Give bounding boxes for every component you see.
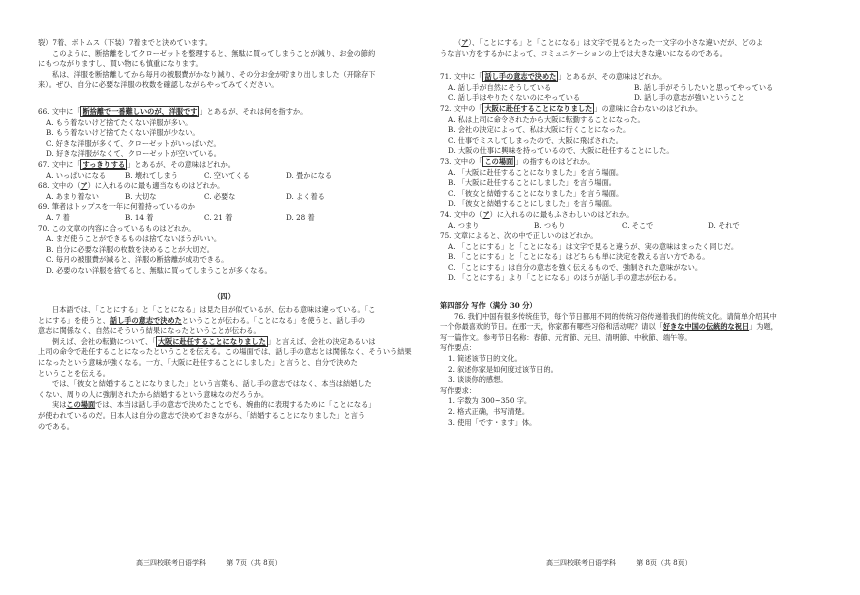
option: B. 「大阪に赴任することにしました」を言う場面。 xyxy=(448,178,616,188)
passage-line: （ア）、「ことにする」と「ことになる」は文字で見るとたった一文字の小さな違いだが、どのよ xyxy=(454,38,764,47)
option: B. つもり xyxy=(534,220,566,230)
option: A. まだ使うことができるものは捨てないほうがいい。 xyxy=(46,234,222,244)
passage-line: 意志に関係なく、自然にそういう結果になったということが伝わる。 xyxy=(38,326,261,336)
option: D. 「彼女と結婚することにしました」を言う場面。 xyxy=(448,199,617,209)
intro-line: 来）。ぜひ、自分に必要な洋服の枚数を確認しながらやってみてください。 xyxy=(38,80,279,90)
option: C. 仕事でミスしてしまったので、大阪に飛ばされた。 xyxy=(448,135,623,145)
intro-line: にもつながりますし、買い物にも慎重になります。 xyxy=(38,59,203,69)
writing-req: 3. 使用「です・ます」体。 xyxy=(448,417,537,427)
options-row xyxy=(38,192,410,203)
question-71: 71. 文中に「 話し手の意志で決めた 」とあるが、その意味はどれか。 xyxy=(440,72,667,82)
option: D. 好きな洋服がなくて、クローゼットが空いている。 xyxy=(46,149,221,159)
question-67: 67. 文中に「 すっきりする 」とあるが、その意味はどれか。 xyxy=(38,159,235,169)
question-keyword: ア xyxy=(80,181,88,191)
option: C. 必要な xyxy=(204,191,236,201)
option: B. 自分に必要な洋服の枚数を決めることが大切だ。 xyxy=(46,244,214,254)
option: C. 「彼女と結婚することになりました」を言う場面。 xyxy=(448,188,624,198)
writing-prompt-line: 写一篇作文。参考节日名称：春節、元宵節、元旦、清明節、中秋節、端午等。 xyxy=(440,332,692,342)
question-73: 73. 文中の「 この場面 」の指すものはどれか。 xyxy=(440,156,595,166)
passage-line: が使われているのだ。日本人は自分の意志で決めておきながら、「結婚することになりました」と言う xyxy=(38,411,366,420)
options-row xyxy=(38,171,410,182)
question-keyword: すっきりする xyxy=(82,159,126,169)
option: B. 会社の決定によって、私は大阪に行くことになった。 xyxy=(448,125,631,135)
option: C. 21 着 xyxy=(204,212,233,222)
option: D. 大阪の仕事に興味を持っているので、大阪に赴任することにした。 xyxy=(448,146,674,156)
passage-keyword: 大阪に赴任することになりました xyxy=(157,336,266,346)
option: D. 畳かになる xyxy=(286,170,333,180)
writing-point: 3. 谈谈你的感想。 xyxy=(448,375,508,385)
page-footer-left xyxy=(136,558,300,569)
passage-keyword: この場面 xyxy=(66,400,96,410)
option: B. 壊れてしまう xyxy=(125,170,178,180)
option: C. そこで xyxy=(622,220,654,230)
section-heading: 第四部分 写作（满分 30 分） xyxy=(440,301,537,311)
passage-line: になったという意味が強くなる。一方、「大阪に赴任することにしました」と言うと、自分で決めた xyxy=(38,358,358,368)
option: A. もう着ないけど捨てたくない洋服が多い。 xyxy=(46,117,193,127)
writing-prompt-line: 76. 我们中国有很多传统佳节，每个节日都用不同的传统习俗传递着我们的传统文化。请简单介绍其中 xyxy=(454,311,777,321)
footer-school: 高三四校联考日语学科 xyxy=(546,559,616,567)
question-keyword: この場面 xyxy=(484,156,514,166)
option: A. あまり着ない xyxy=(46,191,99,201)
passage-keyword: 話し手の意志で決めた xyxy=(109,315,182,325)
intro-line: 裂）7着、ボトムス（下装）7着までと決めています。 xyxy=(38,38,212,47)
footer-page: 第 7页（共 8页） xyxy=(226,559,282,567)
passage-line: では、「彼女と結婚することになりました」という言葉も、話し手の意志ではなく、本当は結婚した xyxy=(52,379,372,389)
left-page xyxy=(38,38,410,432)
question-66: 66. 文中に「 断捨離で一番難しいのが、洋服です 」とあるが、それは何を指すか。 xyxy=(38,106,308,116)
question-keyword: 断捨離で一番難しいのが、洋服です xyxy=(82,106,198,116)
question-keyword: 話し手の意志で決めた xyxy=(484,72,557,82)
option: B. 「ことにする」と「ことになる」はどちらも単に決定を教える言い方である。 xyxy=(448,252,710,262)
option: D. それで xyxy=(708,220,740,230)
question-70: 70. この文章の内容に合っているものはどれか。 xyxy=(38,223,196,233)
question-69: 69. 筆者はトップスを一年に何着持っているのか xyxy=(38,202,195,212)
option: C. 毎月の被服費が減ると、洋服の断捨離が成功できる。 xyxy=(46,255,229,265)
writing-req: 2. 格式正确，书写清楚。 xyxy=(448,407,530,416)
option: A. 7 着 xyxy=(46,212,70,222)
passage-line: くない、周りの人に強制されたから結婚するという意味なのだろうか。 xyxy=(38,389,269,399)
page-footer-right xyxy=(546,558,710,569)
passage-line: うな言い方をするかによって、コミュニケーションの上では大きな違いになるのである。 xyxy=(440,48,727,58)
essay-title: 好きな中国の伝統的な祝日 xyxy=(662,322,750,332)
question-keyword: ア xyxy=(482,209,490,219)
intro-line: このように、断捨離をしてクローゼットを整理すると、無駄に買ってしまうことが減り、お金の節約 xyxy=(52,48,376,58)
question-keyword: 大阪に赴任することになりました xyxy=(484,103,593,113)
option: A. 話し手が自然にそうしている xyxy=(448,82,552,92)
intro-line: 私は、洋服を断捨離してから毎月の被服費がかなり減り、その分お金が貯まり出しました（开除存下 xyxy=(52,69,376,79)
question-72: 72. 文中の「 大阪に赴任することになりました 」の意味に合わないのはどれか。 xyxy=(440,103,703,113)
options-row xyxy=(38,213,410,224)
section-heading: （四） xyxy=(213,292,235,302)
footer-school: 高三四校联考日语学科 xyxy=(136,559,206,567)
option: C. 「ことにする」は自分の意志を強く伝えるもので、強制された意味がない。 xyxy=(448,262,703,272)
writing-points-label: 写作要点： xyxy=(440,343,476,353)
option: D. 「ことにする」より「ことになる」のほうが話し手の意志が伝わる。 xyxy=(448,273,681,283)
question-75: 75. 文章によると、次の中で正しいのはどれか。 xyxy=(440,231,598,241)
option: D. よく着る xyxy=(286,191,325,201)
option: A. いっぱいになる xyxy=(46,170,107,180)
option: A. 「大阪に赴任することになりました」を言う場面。 xyxy=(448,167,624,177)
options-row xyxy=(440,83,820,94)
blank-marker: ア xyxy=(461,38,469,47)
option: A. つまり xyxy=(448,220,480,230)
question-74: 74. 文中の（ア）に入れるのに最もふさわしいのはどれか。 xyxy=(440,209,634,219)
option: C. 話し手はやりたくないのにやっている xyxy=(448,93,581,103)
option: D. 話し手の意志が強いということ xyxy=(634,93,745,103)
option: B. 14 着 xyxy=(125,212,154,222)
option: D. 必要のない洋服を捨てると、無駄に買ってしまうことが多くなる。 xyxy=(46,265,272,275)
passage-line: 日本語では、「ことにする」と「ことになる」は見た目が似ているが、伝わる意味は違っている。「こ xyxy=(52,305,376,315)
right-page xyxy=(440,38,820,428)
question-68: 68. 文中の（ア）に入れるのに最も適当なものはどれか。 xyxy=(38,181,225,191)
passage-line: のである。 xyxy=(38,421,74,431)
option: A. 私は上司に命令されたから大阪に転勤することになった。 xyxy=(448,114,645,124)
option: D. 28 着 xyxy=(286,212,315,222)
options-row xyxy=(440,221,820,232)
passage-line: 例えば、会社の転勤について、「 大阪に赴任することになりました 」と言えば、会社の決定あるいは xyxy=(52,336,376,346)
passage-line: 上司の命令で赴任することになったということを伝える。この場面では、話し手の意志とは関係なく、そういう結果 xyxy=(38,347,412,357)
option: A. 「ことにする」と「ことになる」は文字で見ると違うが、実の意味はまったく同じだ。 xyxy=(448,241,739,251)
passage-line: ということを伝える。 xyxy=(38,368,110,378)
option: B. もう着ないけど捨てたくない洋服が少ない。 xyxy=(46,128,200,138)
writing-point: 2. 叙述你家是如何度过该节日的。 xyxy=(448,364,558,374)
writing-prompt-line: 一个你最喜欢的节日。在那一天，你家都有哪些习俗和活动呢？请以「好きな中国の伝統的な祝日」为题， xyxy=(440,322,778,332)
writing-reqs-label: 写作要求： xyxy=(440,385,476,395)
writing-point: 1. 简述该节日的文化。 xyxy=(448,354,522,364)
option: C. 好きな洋服が多くて、クローゼットがいっぱいだ。 xyxy=(46,138,221,148)
writing-req: 1. 字数为 300~350 字。 xyxy=(448,396,532,406)
footer-page: 第 8页（共 8页） xyxy=(636,559,692,567)
option: B. 話し手がそうしたいと思ってやっている xyxy=(634,82,774,92)
option: C. 空いてくる xyxy=(204,170,250,180)
passage-line: 実はこの場面では、本当は話し手の意志で決めたことでも、婉曲的に表現するために「ことになる」 xyxy=(52,400,376,410)
option: B. 大切な xyxy=(125,191,157,201)
passage-line: とにする」を使うと、話し手の意志で決めたということが伝わる。「ことになる」を使うと、話し手の xyxy=(38,315,366,325)
